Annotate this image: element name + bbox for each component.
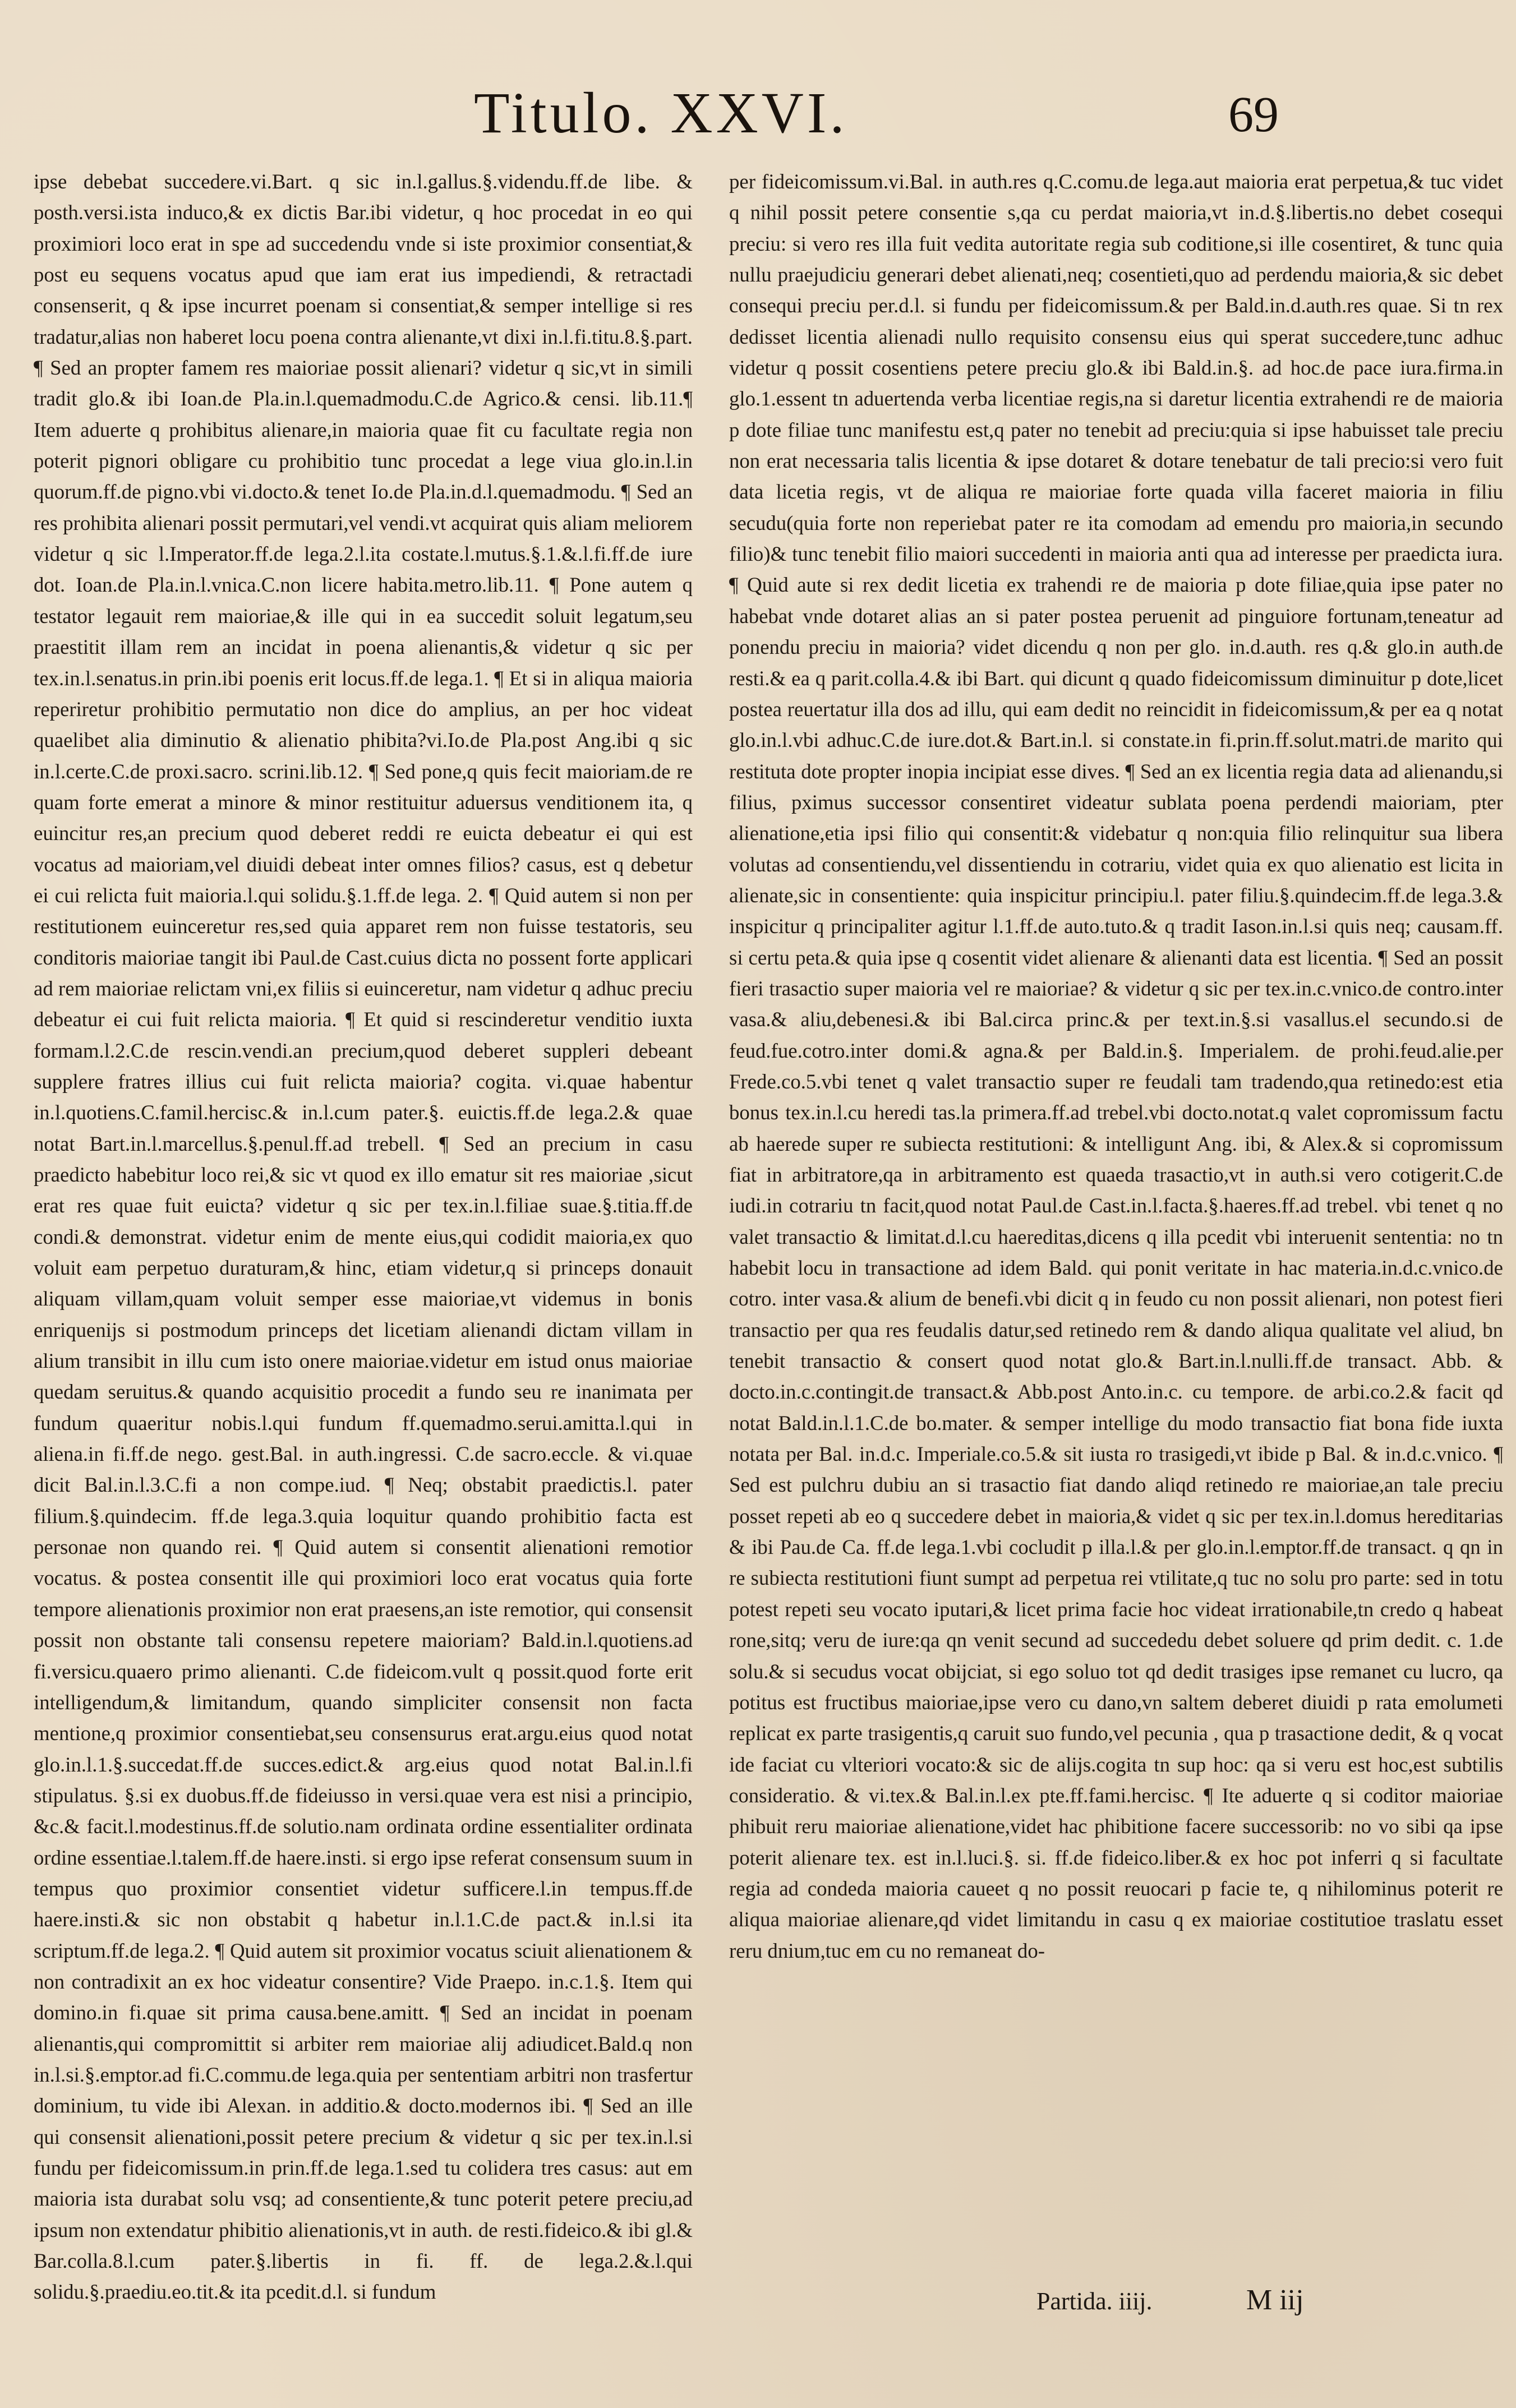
left-column-text: ipse debebat succedere.vi.Bart. q sic in.l.gallus.§.videndu.ff.de libe. & posth.versi.ista induco,& ex dictis Bar.ibi videtur, q hoc procedat in eo qui proximiori loco erat in spe ad succedendu vnde si iste proximior consentiat,& post eu sequens vocatus apud que iam erat ius impediendi, & retractadi consenserit, q & ipse incurret poenam si consentiat,& semper intellige si res tradatur,alias non haberet locu poena contra alienante,vt dixi in.l.fi.titu.8.§.part. ¶ Sed an propter famem res maioriae possit alienari? videtur q sic,vt in simili tradit glo.& ibi Ioan.de Pla.in.l.quemadmodu.C.de Agrico.& censi. lib.11.¶ Item aduerte q prohibitus alienare,in maioria quae fit cu facultate regia non poterit pignori obligare cu prohibitio tunc procedat a lege viua glo.in.l.in quorum.ff.de pigno.vbi vi.docto.& tenet Io.de Pla.in.d.l.quemadmodu. ¶ Sed an res prohibita alienari possit permutari,vel vendi.vt acquirat quis aliam meliorem videtur q sic l.Imperator.ff.de lega.2.l.ita costate.l.mutus.§.1.&.l.fi.ff.de iure dot. Ioan.de Pla.in.l.vnica.C.non licere habita.metro.lib.11. ¶ Pone autem q testator legauit rem maioriae,& ille qui in ea succedit soluit legatum,seu praestitit illam rem an incidat in poena alienantis,& videtur q sic per tex.in.l.senatus.in prin.ibi poenis erit locus.ff.de lega.1. ¶ Et si in aliqua maioria reperiretur prohibitio permutatio non dice do amplius, an per hoc videat quaelibet alia diminutio & alienatio phibita?vi.Io.de Pla.post Ang.ibi q sic in.l.certe.C.de proxi.sacro. scrini.lib.12. ¶ Sed pone,q quis fecit maioriam.de re quam forte emerat a minore & minor restituitur aduersus venditionem ita, q euincitur res,an precium quod deberet reddi re euicta debeatur ei qui est vocatus ad maioriam,vel diuidi debeat inter omnes filios? casus, est q debetur ei cui relicta fuit maioria.l.qui solidu.§.1.ff.de lega. 2. ¶ Quid autem si non per restitutionem euinceretur res,sed quia apparet rem non fuisse testatoris, seu conditoris maioriae tangit ibi Paul.de Cast.cuius dicta no possent forte applicari ad rem maioriae relictam vni,ex filiis si euinceretur, nam videtur q adhuc preciu debeatur ei cui fuit relicta maioria. ¶ Et quid si rescinderetur venditio iuxta formam.l.2.C.de rescin.vendi.an precium,quod deberet suppleri debeant supplere fratres illius cui fuit relicta maioria? cogita. vi.quae habentur in.l.quotiens.C.famil.hercisc.& in.l.cum pater.§. euictis.ff.de lega.2.& quae notat Bart.in.l.marcellus.§.penul.ff.ad trebell. ¶ Sed an precium in casu praedicto habebitur loco rei,& sic vt quod ex illo ematur sit res maioriae ,sicut erat res quae fuit euicta? videtur q sic per tex.in.l.filiae suae.§.titia.ff.de condi.& demonstrat. videtur enim de mente eius,qui codidit maioria,ex quo voluit eam perpetuo duraturam,& hinc, etiam videtur,q si princeps donauit aliquam villam,quam voluit semper esse maioriae,vt videmus in bonis enriquenijs si postmodum princeps det licetiam alienandi dictam villam in alium transibit in illu cum isto onere maioriae.videtur em istud onus maioriae quedam seruitus.& quando acquisitio procedit a fundo seu re inanimata per fundum quaeritur nobis.l.qui fundum ff.quemadmo.serui.amitta.l.qui in aliena.in fi.ff.de nego. gest.Bal. in auth.ingressi. C.de sacro.eccle. & vi.quae dicit Bal.in.l.3.C.fi a non compe.iud. ¶ Neq; obstabit praedictis.l. pater filium.§.quindecim. ff.de lega.3.quia loquitur quando prohibitio facta est personae non quando rei. ¶ Quid autem si consentit alienationi remotior vocatus. & postea consentit ille qui proximiori loco erat vocatus quia forte tempore alienationis proximior non erat praesens,an iste remotior, qui consensit possit non obstante tali consensu repetere maioriam? Bald.in.l.quotiens.ad fi.versicu.quaero primo alienanti. C.de fideicom.vult q possit.quod forte erit intelligendum,& limitandum, quando simpliciter consensit non facta mentione,q proximior consentiebat,seu consensurus erat.argu.eius quod notat glo.in.l.1.§.succedat.ff.de succes.edict.& arg.eius quod notat Bal.in.l.fi stipulatus. §.si ex duobus.ff.de fideiusso in versi.quae vera est nisi a principio, &c.& facit.l.modestinus.ff.de solutio.nam ordinata ordine essentialiter ordinata ordine essentiae.l.talem.ff.de haere.insti. si ergo ipse referat consensum suum in tempus quo proximior consentiet videtur sufficere.l.in tempus.ff.de haere.insti.& sic non obstabit q habetur in.l.1.C.de pact.& in.l.si ita scriptum.ff.de lega.2. ¶ Quid autem sit proximior vocatus sciuit alienationem & non contradixit an ex hoc videatur consentire? Vide Praepo. in.c.1.§. Item qui domino.in fi.quae sit prima causa.bene.amitt. ¶ Sed an incidat in poenam alienantis,qui compromittit si arbiter rem maioriae alij adiudicet.Bald.q non in.l.si.§.emptor.ad fi.C.commu.de lega.quia per sententiam arbitri non trasfertur dominium, tu vide ibi Alexan. in additio.& docto.modernos ibi. ¶ Sed an ille qui consensit alienationi,possit petere precium & videtur q sic per tex.in.l.si fundu per fideicomissum.in prin.ff.de lega.1.sed tu colidera tres casus: aut em maioria ista durabat solu vsq; ad consentiente,& tunc poterit petere preciu,ad ipsum non extendatur phibitio alienationis,vt in auth. de resti.fideico.& ibi gl.& Bar.colla.8.l.cum pater.§.libertis in fi. ff. de lega.2.&.l.qui solidu.§.praediu.eo.tit.& ita pcedit.d.l. si fundum (34, 170, 693, 2304)
running-title: Titulo. XXVI. (474, 81, 848, 145)
footer-signature-text: Partida. iiij. (1036, 2287, 1153, 2315)
page-number: 69 (1228, 87, 1279, 142)
footer-signature-mark: M iij (1246, 2284, 1304, 2316)
right-column-text: per fideicomissum.vi.Bal. in auth.res q.C.comu.de lega.aut maioria erat perpetua,& tuc videt q nihil possit petere consentie s,qa cu perdat maioria,vt in.d.§.libertis.no debet cosequi preciu: si vero res illa fuit vedita autoritate regia sub coditione,si ille cosentiret, & tunc quia nullu praejudiciu generari debet alienati,neq; cosentieti,quo ad perdendu maioria,& sic debet consequi preciu per.d.l. si fundu per fideicomissum.& per Bald.in.d.auth.res quae. Si tn rex dedisset licentia alienadi nullo requisito consensu eius qui sperat succedere,tunc adhuc videtur q possit cosentiens petere preciu glo.& ibi Bald.in.§. ad hoc.de pace iura.firma.in glo.1.essent tn aduertenda verba licentiae regis,na si daretur licentia extrahendi re de maioria p dote filiae tunc manifestu est,q pater no tenebit ad preciu:quia si ipse habuisset tale preciu non erat necessaria talis licentia & ipse dotaret & dotare tenebatur de tali precio:si vero fuit data licetia regis, vt de aliqua re maioriae forte quada villa faceret maioria in filiu secudu(quia forte non reperiebat pater re ita comodam ad emendu pro maioria,in secundo filio)& tunc tenebit filio maiori succedenti in maioria anti qua ad interesse per praedicta iura. ¶ Quid aute si rex dedit licetia ex trahendi re de maioria p dote filiae,quia ipse pater no habebat vnde dotaret alias an si pater postea peruenit ad pinguiore fortunam,teneatur ad ponendu preciu in maioria? videt dicendu q non per glo. in.d.auth. res q.& glo.in auth.de resti.& ea q parit.colla.4.& ibi Bart. qui dicunt q quado fideicomissum diminuitur p dote,licet postea reuertatur illa dos ad illu, qui eam dedit no reincidit in fideicomissum,& per ea q notat glo.in.l.vbi adhuc.C.de iure.dot.& Bart.in.l. si constate.in fi.prin.ff.solut.matri.de marito qui restituta dote propter inopia incipiat esse dives. ¶ Sed an ex licentia regia data ad alienandu,si filius, pximus successor consentiret videatur sublata poena perdendi maioriam, pter alienatione,etia ipsi filio qui consentit:& videbatur q non:quia filio relinquitur sua libera volutas ad consentiendu,vel dissentiendu in cotrariu, videt quia ex quo alienatio est licita in alienate,sic in consentiente: quia inspicitur principiu.l. pater filiu.§.quindecim.ff.de lega.3.& inspicitur q principaliter agitur l.1.ff.de auto.tuto.& q tradit Iason.in.l.si quis neq; causam.ff. si certu peta.& quia ipse q cosentit videt alienare & alienanti data est licentia. ¶ Sed an possit fieri trasactio super maioria vel re maioriae? & videtur q sic per tex.in.c.vnico.de contro.inter vasa.& aliu,debenesi.& ibi Bal.circa princ.& per text.in.§.si vasallus.el secundo.si de feud.fue.cotro.inter domi.& agna.& per Bald.in.§. Imperialem. de prohi.feud.alie.per Frede.co.5.vbi tenet q valet transactio super re feudali tam tradendo,qua retinedo:est etia bonus tex.in.l.cu heredi tas.la primera.ff.ad trebel.vbi docto.notat.q valet copromissum factu ab haerede super re subiecta restitutioni: & intelligunt Ang. ibi, & Alex.& si copromissum fiat in arbitratore,qa in arbitramento est quaeda trasactio,vt in auth.si vero cotigerit.C.de iudi.in cotrariu tn facit,quod notat Paul.de Cast.in.l.facta.§.haeres.ff.ad trebel. vbi tenet q no valet transactio & limitat.d.l.cu haereditas,dicens q illa pcedit vbi interuenit sententia: no tn habebit locu in transactione ad idem Bald. qui ponit veritate in hac materia.in.d.c.vnico.de cotro. inter vasa.& alium de benefi.vbi dicit q in feudo cu non possit alienari, non potest fieri transactio per qua res feudalis datur,sed retinedo rem & dando aliqua qualitate vel aliud, bn tenebit transactio & consert quod notat glo.& Bart.in.l.nulli.ff.de transact. Abb. & docto.in.c.contingit.de transact.& Abb.post Anto.in.c. cu tempore. de arbi.co.2.& facit qd notat Bald.in.l.1.C.de bo.mater. & semper intellige du modo transactio fiat bona fide iuxta notata per Bal. in.d.c. Imperiale.co.5.& sit iusta ro trasigedi,vt ibide p Bal. & in.d.c.vnico. ¶ Sed est pulchru dubiu an si trasactio fiat dando aliqd retinedo re maioriae,an tale preciu posset repeti ab eo q succedere debet in maioria,& videt q sic per tex.in.l.domus hereditarias & ibi Pau.de Ca. ff.de lega.1.vbi cocludit p illa.l.& per glo.in.l.emptor.ff.de transact. q qn in re subiecta restitutioni fiunt sumpt ad perpetua rei vtilitate,q tuc no solu pro parte: sed in totu potest repeti seu vocato iputari,& licet prima facie hoc videat irrationabile,tn credo q habeat rone,sitq; veru de iure:qa qn venit secund ad succededu debet soluere qd prim dedit. c. 1.de solu.& si secudus vocat obijciat, si ego soluo tot qd dedit trasiges ipse remanet cu lucro, qa potitus est fructibus maioriae,ipse vero cu dano,vn saltem deberet diuidi p rata emolumeti replicat ex parte trasigentis,q caruit suo fundo,vel pecunia , qua p trasactione dedit, & q vocat ide faciat cu vlteriori vocato:& sic de alijs.cogita tn sup hoc: qa si veru est hoc,est subtilis consideratio. & vi.tex.& Bal.in.l.ex pte.ff.fami.hercisc. ¶ Ite aduerte q si coditor maioriae phibuit reru maioriae alienatione,videt hac phibitione facere successorib: no vo sibi qa ipse poterit alienare tex. est in.l.luci.§. si. ff.de fideico.liber.& ex hoc pot inferri q si facultate regia ad condeda maioria caueet q no possit reuocari p facie te, q nihilominus poterit re aliqua maioriae alienare,qd videt limitandu in casu q ex maioriae costitutioe traslatu esset reru dnium,tuc em cu no remaneat do- (729, 170, 1503, 1962)
right-text-column (729, 166, 1503, 2246)
left-text-column (34, 166, 693, 2304)
